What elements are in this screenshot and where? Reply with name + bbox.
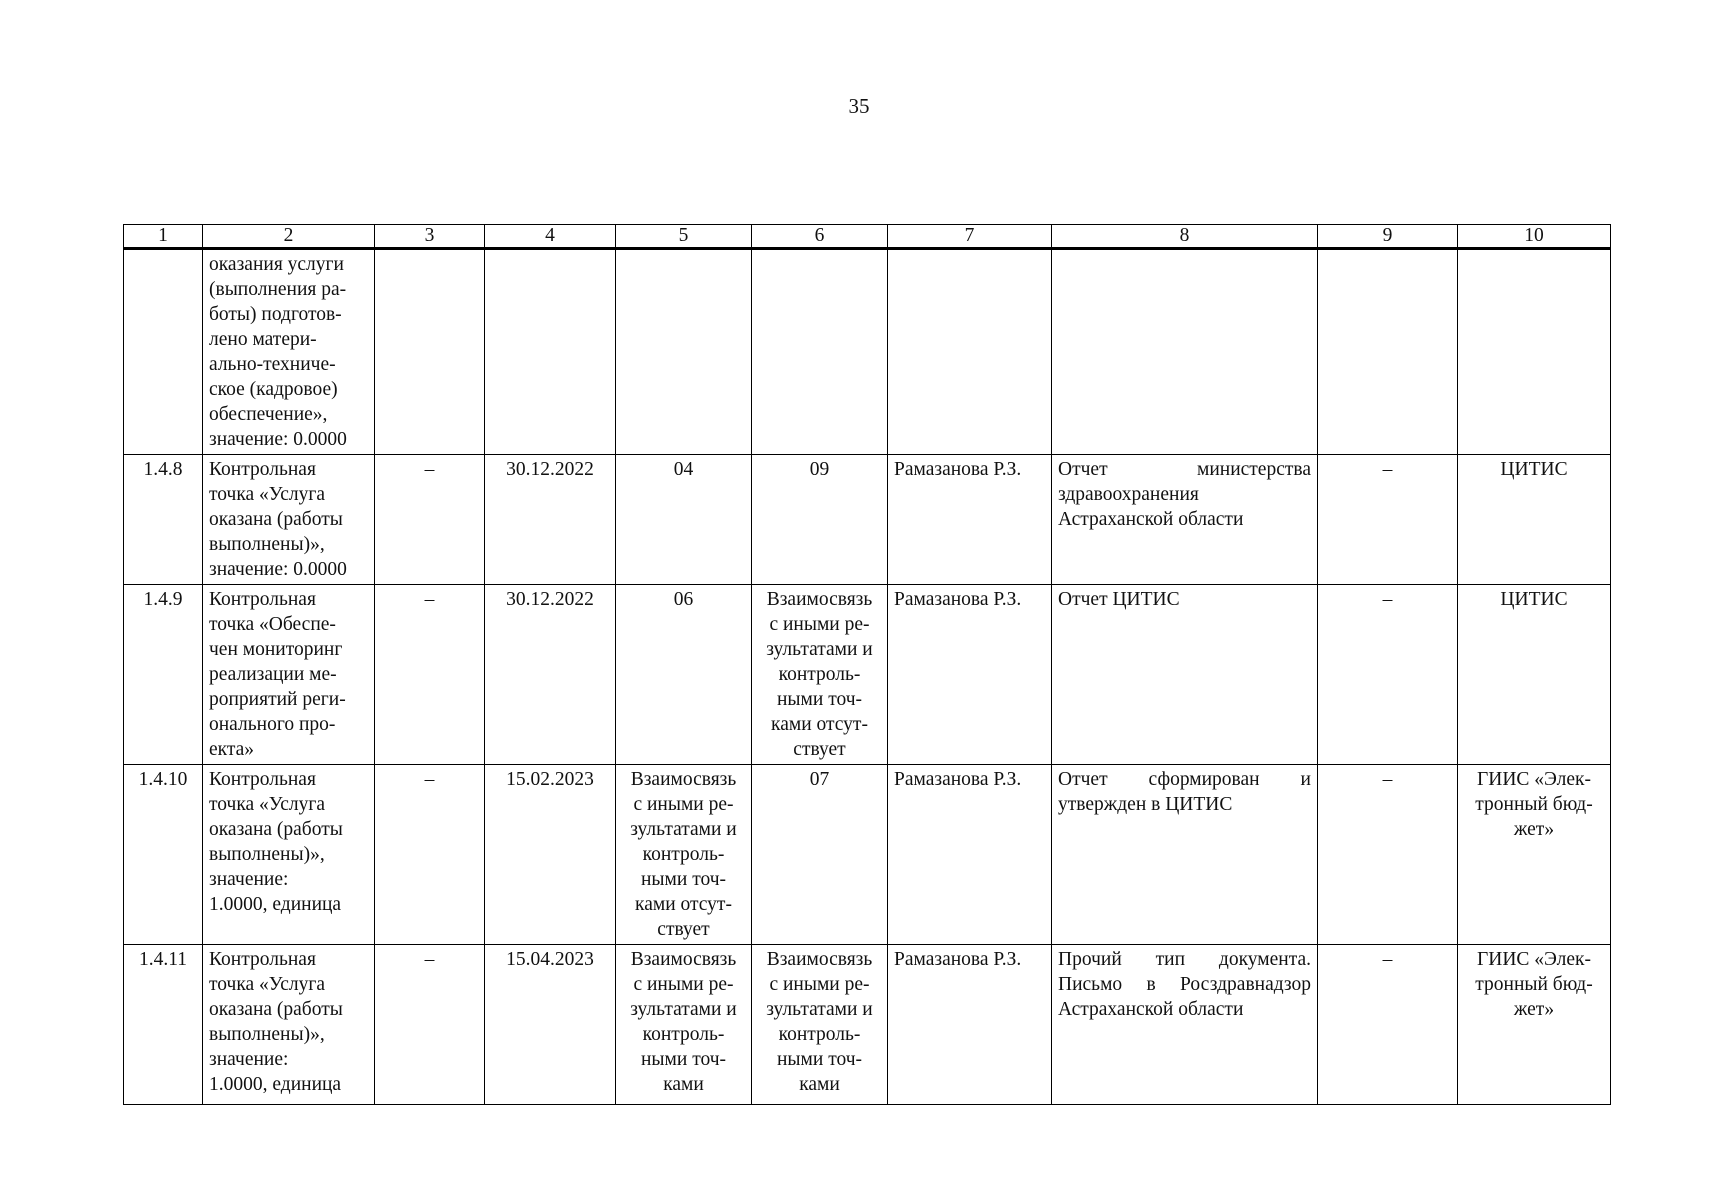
successor (752, 249, 888, 455)
event-description: Контрольная точка «Услуга оказана (работы выполнены)», значение: 1.0000, единица (203, 765, 375, 945)
event-description: Контрольная точка «Обеспе- чен мониторинг реализации ме- роприятий реги- онального про- екта» (203, 585, 375, 765)
column-header: 7 (888, 225, 1052, 249)
cell-col3: – (375, 765, 485, 945)
predecessor (616, 249, 752, 455)
responsible: Рамазанова Р.З. (888, 585, 1052, 765)
predecessor: 04 (616, 455, 752, 585)
responsible: Рамазанова Р.З. (888, 765, 1052, 945)
document-type: Отчет сформирован и утвержден в ЦИТИС (1052, 765, 1318, 945)
predecessor: Взаимосвязь с иными ре- зультатами и контроль- ными точ- ками отсут- ствует (616, 765, 752, 945)
table-row (124, 945, 1611, 1105)
successor: 07 (752, 765, 888, 945)
event-description: Контрольная точка «Услуга оказана (работы выполнены)», значение: 0.0000 (203, 455, 375, 585)
column-header: 9 (1318, 225, 1458, 249)
information-system: ГИИС «Элек- тронный бюд- жет» (1458, 765, 1611, 945)
successor: 09 (752, 455, 888, 585)
successor: Взаимосвязь с иными ре- зультатами и контроль- ными точ- ками (752, 945, 888, 1105)
page-number: 35 (848, 94, 870, 118)
column-header: 8 (1052, 225, 1318, 249)
table-row (124, 455, 1611, 585)
row-number (124, 249, 203, 455)
start-date: 30.12.2022 (485, 585, 616, 765)
document-type (1052, 249, 1318, 455)
responsible: Рамазанова Р.З. (888, 945, 1052, 1105)
row-number: 1.4.8 (124, 455, 203, 585)
information-system (1458, 249, 1611, 455)
column-header: 5 (616, 225, 752, 249)
document-type: Отчет ЦИТИС (1052, 585, 1318, 765)
column-header: 2 (203, 225, 375, 249)
event-description: оказания услуги (выполнения ра- боты) подготов- лено матери- ально-техниче- ское (кадровое) обеспечение», значение: 0.0000 (203, 249, 375, 455)
row-number: 1.4.11 (124, 945, 203, 1105)
table-row (124, 585, 1611, 765)
table-row (124, 765, 1611, 945)
responsible: Рамазанова Р.З. (888, 455, 1052, 585)
cell-col3: – (375, 455, 485, 585)
start-date: 30.12.2022 (485, 455, 616, 585)
information-system: ЦИТИС (1458, 455, 1611, 585)
document-table (123, 224, 1611, 1105)
column-header: 4 (485, 225, 616, 249)
table-row (124, 249, 1611, 455)
information-system: ГИИС «Элек- тронный бюд- жет» (1458, 945, 1611, 1105)
cell-col9: – (1318, 585, 1458, 765)
start-date (485, 249, 616, 455)
document-type: Прочий тип документа. Письмо в Росздравнадзор Астраханской области (1052, 945, 1318, 1105)
document-type: Отчет министерства здравоохранения Астраханской области (1052, 455, 1318, 585)
predecessor: 06 (616, 585, 752, 765)
row-number: 1.4.10 (124, 765, 203, 945)
event-description: Контрольная точка «Услуга оказана (работы выполнены)», значение: 1.0000, единица (203, 945, 375, 1105)
predecessor: Взаимосвязь с иными ре- зультатами и контроль- ными точ- ками (616, 945, 752, 1105)
start-date: 15.02.2023 (485, 765, 616, 945)
table-header-row (124, 225, 1611, 249)
row-number: 1.4.9 (124, 585, 203, 765)
cell-col3 (375, 249, 485, 455)
column-header: 6 (752, 225, 888, 249)
column-header: 3 (375, 225, 485, 249)
column-header: 10 (1458, 225, 1611, 249)
start-date: 15.04.2023 (485, 945, 616, 1105)
cell-col3: – (375, 585, 485, 765)
cell-col3: – (375, 945, 485, 1105)
cell-col9: – (1318, 455, 1458, 585)
information-system: ЦИТИС (1458, 585, 1611, 765)
cell-col9: – (1318, 945, 1458, 1105)
cell-col9 (1318, 249, 1458, 455)
column-header: 1 (124, 225, 203, 249)
cell-col9: – (1318, 765, 1458, 945)
successor: Взаимосвязь с иными ре- зультатами и контроль- ными точ- ками отсут- ствует (752, 585, 888, 765)
responsible (888, 249, 1052, 455)
